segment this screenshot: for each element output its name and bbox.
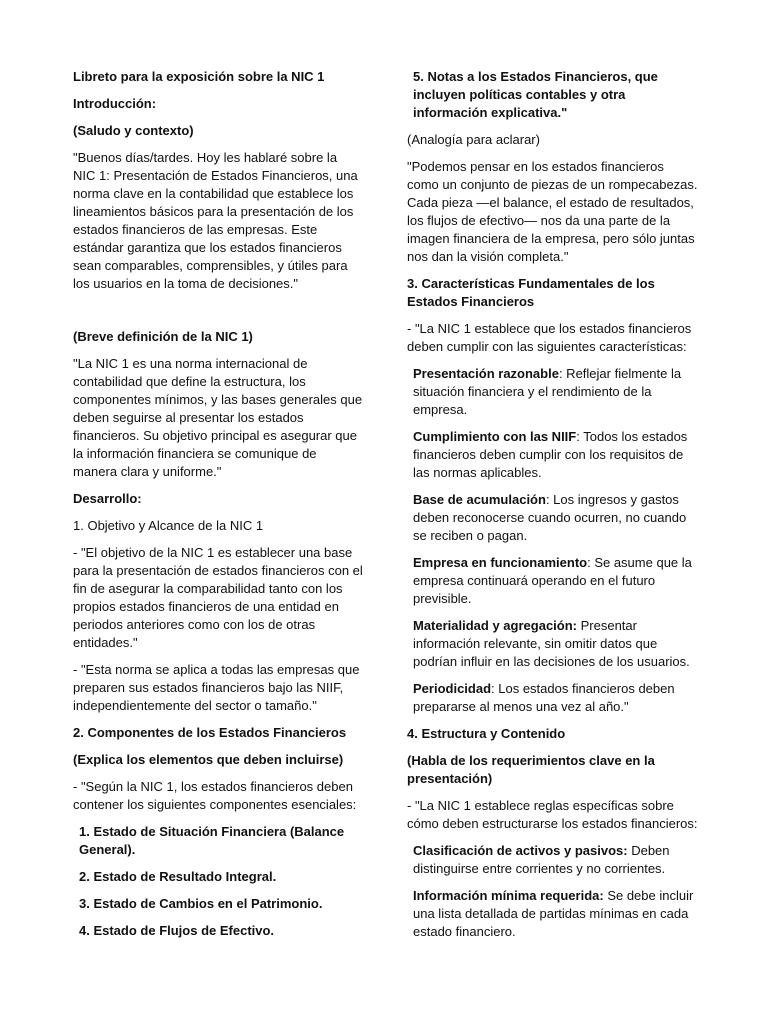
characteristic-desc: : Los ingresos y gastos deben reconocerse cuando ocurren, no cuando se reciben o pagan. [413, 492, 687, 543]
structure-term: Clasificación de activos y pasivos: [413, 843, 628, 858]
section-4-subheading: (Habla de los requerimientos clave en la presentación) [407, 753, 655, 786]
section-1-paragraph-1: - "El objetivo de la NIC 1 es establecer una base para la presentación de estados financieros con el fin de asegurar la comparabilidad tanto con los propios estados financieros de una entidad en periodos anteriores como con los de otras entidades." [73, 545, 363, 650]
characteristic-item [407, 680, 699, 716]
analogia-paragraph: "Podemos pensar en los estados financieros como un conjunto de piezas de un rompecabezas. Cada pieza —el balance, el estado de resultados, los flujos de efectivo— nos da una parte de la imagen financiera de la empresa, pero sólo juntas nos dan la visión completa." [407, 159, 698, 264]
characteristic-desc: : Todos los estados financieros deben cumplir con los requisitos de las normas aplicables. [413, 429, 688, 480]
characteristic-desc: : Se asume que la empresa continuará operando en el futuro previsible. [413, 555, 692, 606]
characteristic-term: Empresa en funcionamiento [413, 555, 588, 570]
characteristic-item [407, 554, 699, 608]
section-4-intro: - "La NIC 1 establece reglas específicas sobre cómo deben estructurarse los estados financieros: [407, 798, 698, 831]
saludo-heading: (Saludo y contexto) [73, 123, 194, 138]
saludo-paragraph: "Buenos días/tardes. Hoy les hablaré sobre la NIC 1: Presentación de Estados Financieros, una norma clave en la contabilidad que establece los lineamientos básicos para la presentación de los estados financieros de las empresas. Este estándar garantiza que los estados financieros sean comparables, comprensibles, y útiles para los usuarios en la toma de decisiones." [73, 150, 358, 291]
section-4-heading: 4. Estructura y Contenido [407, 726, 566, 741]
section-3-heading: 3. Características Fundamentales de los Estados Financieros [407, 276, 655, 309]
characteristic-term: Base de acumulación [413, 492, 546, 507]
component-item: 4. Estado de Flujos de Efectivo. [79, 923, 275, 938]
characteristic-item [407, 428, 699, 482]
component-item-5: 5. Notas a los Estados Financieros, que incluyen políticas contables y otra información explicativa." [413, 69, 658, 120]
section-3-intro: - "La NIC 1 establece que los estados financieros deben cumplir con las siguientes características: [407, 321, 692, 354]
characteristic-item [407, 365, 699, 419]
characteristic-desc: : Reflejar fielmente la situación financiera y el rendimiento de la empresa. [413, 366, 682, 417]
left-column [73, 68, 363, 949]
characteristic-desc: Presentar información relevante, sin omitir datos que podrían influir en las decisiones de los usuarios. [413, 618, 690, 669]
characteristic-term: Cumplimiento con las NIIF [413, 429, 577, 444]
section-1-paragraph-2: - "Esta norma se aplica a todas las empresas que preparen sus estados financieros bajo las NIIF, independientemente del sector o tamaño." [73, 662, 360, 713]
structure-term: Información mínima requerida: [413, 888, 604, 903]
section-2-paragraph: - "Según la NIC 1, los estados financieros deben contener los siguientes componentes esenciales: [73, 779, 357, 812]
desarrollo-heading: Desarrollo: [73, 491, 142, 506]
characteristic-term: Periodicidad [413, 681, 492, 696]
characteristic-term: Presentación razonable [413, 366, 559, 381]
analogia-heading: (Analogía para aclarar) [407, 132, 540, 147]
spacer [73, 302, 363, 328]
breve-paragraph: "La NIC 1 es una norma internacional de contabilidad que define la estructura, los componentes mínimos, y las bases generales que deben seguirse al presentar los estados financieros. Su objetivo principal es asegurar que la información financiera se comunique de manera clara y uniforme." [73, 356, 363, 479]
characteristic-item [407, 617, 699, 671]
structure-desc: Se debe incluir una lista detallada de partidas mínimas en cada estado financiero. [413, 888, 694, 939]
component-item: 3. Estado de Cambios en el Patrimonio. [79, 896, 323, 911]
characteristic-desc: : Los estados financieros deben prepararse al menos una vez al año." [413, 681, 675, 714]
structure-item [407, 842, 699, 878]
section-2-heading: 2. Componentes de los Estados Financieros [73, 725, 347, 740]
right-column [407, 68, 699, 950]
characteristic-item [407, 491, 699, 545]
characteristic-term: Materialidad y agregación: [413, 618, 577, 633]
structure-desc: Deben distinguirse entre corrientes y no corrientes. [413, 843, 670, 876]
structure-item [407, 887, 699, 941]
section-2-subheading: (Explica los elementos que deben incluirse) [73, 752, 344, 767]
breve-heading: (Breve definición de la NIC 1) [73, 329, 253, 344]
section-1-heading: 1. Objetivo y Alcance de la NIC 1 [73, 518, 264, 533]
document-title: Libreto para la exposición sobre la NIC 1 [73, 69, 325, 84]
intro-heading: Introducción: [73, 96, 157, 111]
component-item: 2. Estado de Resultado Integral. [79, 869, 277, 884]
component-item: 1. Estado de Situación Financiera (Balance General). [79, 824, 345, 857]
